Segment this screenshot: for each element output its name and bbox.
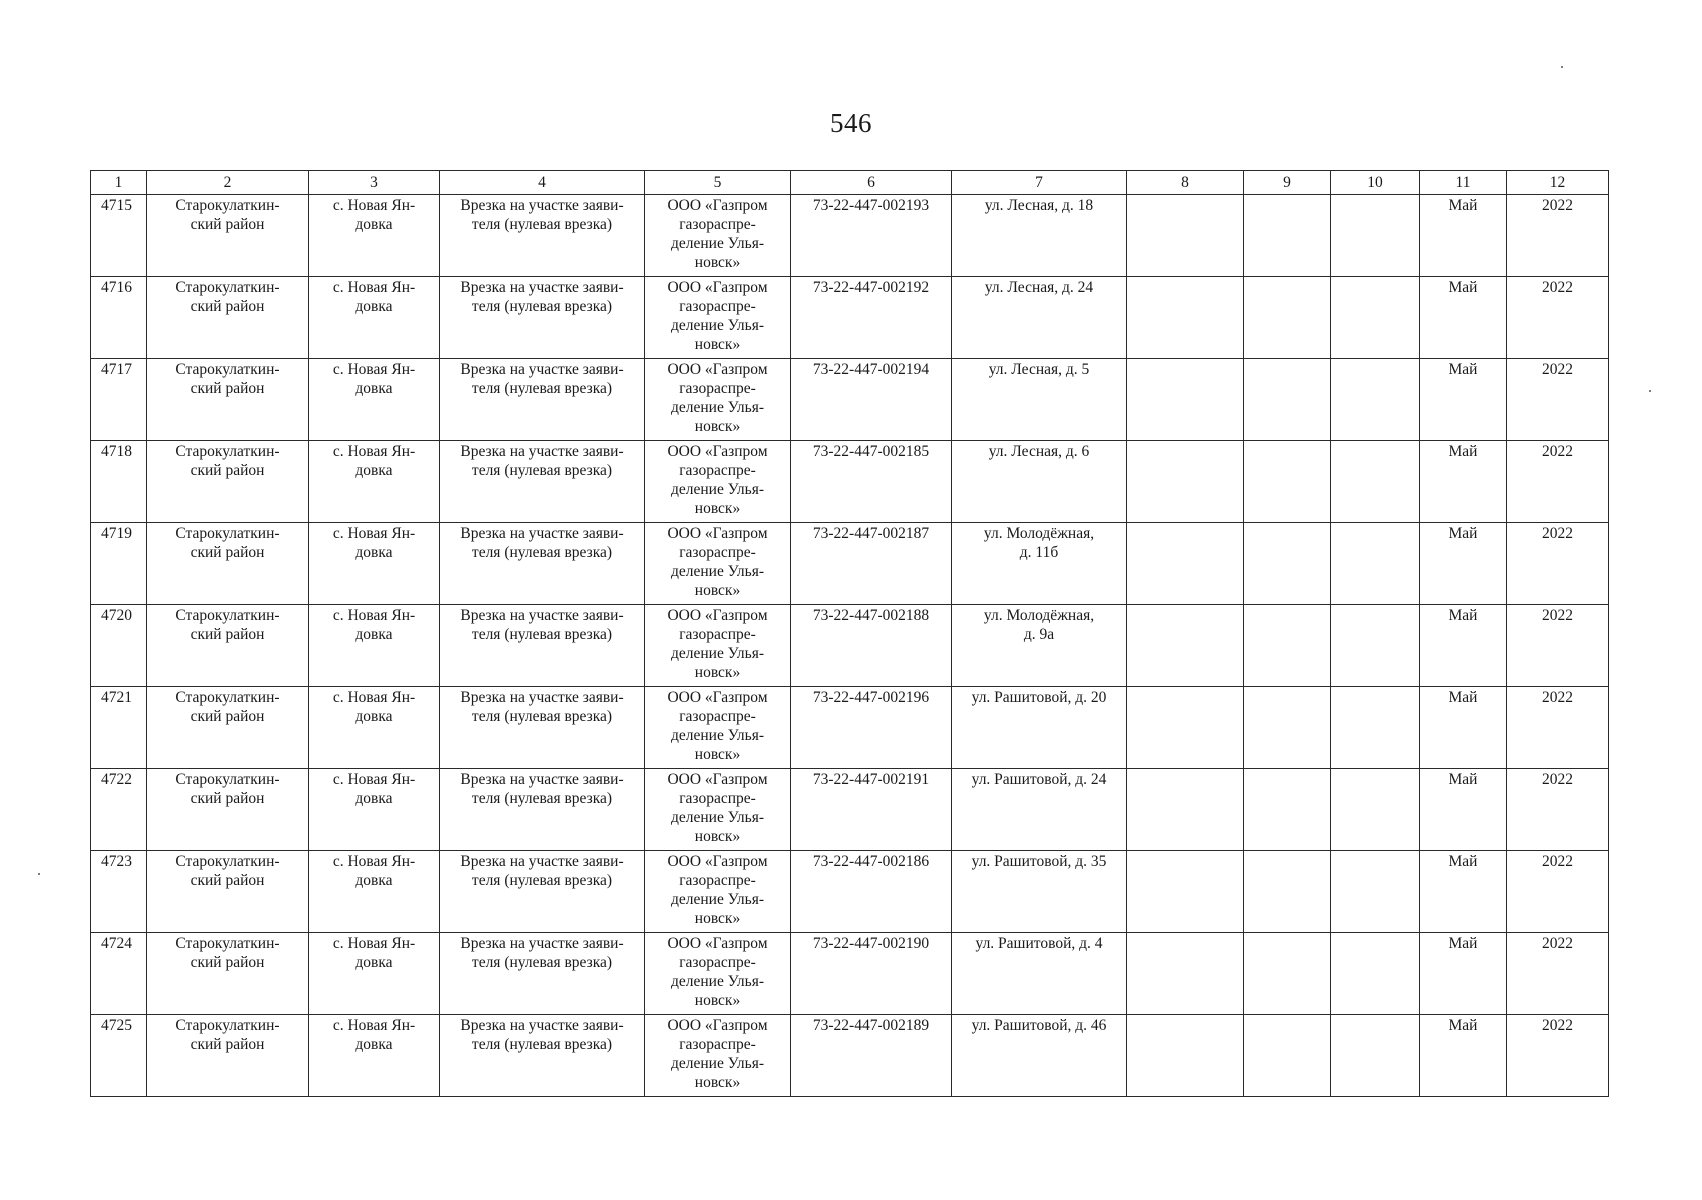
year-cell: 2022 xyxy=(1507,441,1609,523)
column-header: 11 xyxy=(1420,171,1507,195)
column-8-cell xyxy=(1127,605,1244,687)
column-10-cell xyxy=(1331,523,1420,605)
object-code-cell: 73-22-447-002189 xyxy=(791,1015,952,1097)
year-cell: 2022 xyxy=(1507,605,1609,687)
settlement-cell: с. Новая Ян- довка xyxy=(309,687,440,769)
column-9-cell xyxy=(1244,605,1331,687)
object-code-cell: 73-22-447-002191 xyxy=(791,769,952,851)
object-code-cell: 73-22-447-002188 xyxy=(791,605,952,687)
district-cell: Старокулаткин- ский район xyxy=(147,1015,309,1097)
work-type-cell: Врезка на участке заяви- теля (нулевая врезка) xyxy=(440,605,645,687)
work-type-cell: Врезка на участке заяви- теля (нулевая врезка) xyxy=(440,933,645,1015)
column-header: 4 xyxy=(440,171,645,195)
object-code-cell: 73-22-447-002192 xyxy=(791,277,952,359)
year-cell: 2022 xyxy=(1507,687,1609,769)
column-header: 8 xyxy=(1127,171,1244,195)
row-number: 4722 xyxy=(91,769,147,851)
organization-cell: ООО «Газпром газораспре- деление Улья- новск» xyxy=(645,195,791,277)
column-number-row xyxy=(91,171,1609,195)
row-number: 4724 xyxy=(91,933,147,1015)
table-row xyxy=(91,523,1609,605)
table-row xyxy=(91,687,1609,769)
column-9-cell xyxy=(1244,195,1331,277)
column-9-cell xyxy=(1244,933,1331,1015)
address-cell: ул. Рашитовой, д. 24 xyxy=(952,769,1127,851)
organization-cell: ООО «Газпром газораспре- деление Улья- новск» xyxy=(645,687,791,769)
settlement-cell: с. Новая Ян- довка xyxy=(309,933,440,1015)
column-9-cell xyxy=(1244,359,1331,441)
column-header: 5 xyxy=(645,171,791,195)
registry-table xyxy=(90,170,1609,1097)
column-10-cell xyxy=(1331,769,1420,851)
year-cell: 2022 xyxy=(1507,769,1609,851)
column-8-cell xyxy=(1127,441,1244,523)
settlement-cell: с. Новая Ян- довка xyxy=(309,605,440,687)
column-8-cell xyxy=(1127,195,1244,277)
year-cell: 2022 xyxy=(1507,277,1609,359)
column-header: 3 xyxy=(309,171,440,195)
settlement-cell: с. Новая Ян- довка xyxy=(309,851,440,933)
object-code-cell: 73-22-447-002185 xyxy=(791,441,952,523)
column-8-cell xyxy=(1127,851,1244,933)
column-10-cell xyxy=(1331,195,1420,277)
month-cell: Май xyxy=(1420,195,1507,277)
work-type-cell: Врезка на участке заяви- теля (нулевая врезка) xyxy=(440,1015,645,1097)
column-8-cell xyxy=(1127,687,1244,769)
table-body xyxy=(91,195,1609,1097)
district-cell: Старокулаткин- ский район xyxy=(147,195,309,277)
work-type-cell: Врезка на участке заяви- теля (нулевая врезка) xyxy=(440,441,645,523)
address-cell: ул. Лесная, д. 24 xyxy=(952,277,1127,359)
settlement-cell: с. Новая Ян- довка xyxy=(309,523,440,605)
month-cell: Май xyxy=(1420,769,1507,851)
table-row xyxy=(91,1015,1609,1097)
work-type-cell: Врезка на участке заяви- теля (нулевая врезка) xyxy=(440,687,645,769)
month-cell: Май xyxy=(1420,277,1507,359)
district-cell: Старокулаткин- ский район xyxy=(147,441,309,523)
row-number: 4719 xyxy=(91,523,147,605)
column-header: 2 xyxy=(147,171,309,195)
column-header: 9 xyxy=(1244,171,1331,195)
month-cell: Май xyxy=(1420,1015,1507,1097)
object-code-cell: 73-22-447-002194 xyxy=(791,359,952,441)
column-header: 1 xyxy=(91,171,147,195)
column-8-cell xyxy=(1127,523,1244,605)
column-header: 7 xyxy=(952,171,1127,195)
address-cell: ул. Рашитовой, д. 35 xyxy=(952,851,1127,933)
column-10-cell xyxy=(1331,933,1420,1015)
organization-cell: ООО «Газпром газораспре- деление Улья- новск» xyxy=(645,1015,791,1097)
month-cell: Май xyxy=(1420,933,1507,1015)
scan-speck xyxy=(1649,390,1651,392)
district-cell: Старокулаткин- ский район xyxy=(147,687,309,769)
month-cell: Май xyxy=(1420,359,1507,441)
organization-cell: ООО «Газпром газораспре- деление Улья- новск» xyxy=(645,277,791,359)
work-type-cell: Врезка на участке заяви- теля (нулевая врезка) xyxy=(440,851,645,933)
column-9-cell xyxy=(1244,277,1331,359)
column-10-cell xyxy=(1331,687,1420,769)
column-9-cell xyxy=(1244,687,1331,769)
organization-cell: ООО «Газпром газораспре- деление Улья- новск» xyxy=(645,441,791,523)
year-cell: 2022 xyxy=(1507,195,1609,277)
row-number: 4717 xyxy=(91,359,147,441)
column-8-cell xyxy=(1127,277,1244,359)
district-cell: Старокулаткин- ский район xyxy=(147,605,309,687)
column-8-cell xyxy=(1127,933,1244,1015)
table-row xyxy=(91,851,1609,933)
year-cell: 2022 xyxy=(1507,523,1609,605)
district-cell: Старокулаткин- ский район xyxy=(147,769,309,851)
page-number: 546 xyxy=(830,108,872,138)
column-10-cell xyxy=(1331,277,1420,359)
month-cell: Май xyxy=(1420,523,1507,605)
organization-cell: ООО «Газпром газораспре- деление Улья- новск» xyxy=(645,769,791,851)
object-code-cell: 73-22-447-002196 xyxy=(791,687,952,769)
address-cell: ул. Молодёжная, д. 9а xyxy=(952,605,1127,687)
district-cell: Старокулаткин- ский район xyxy=(147,851,309,933)
row-number: 4716 xyxy=(91,277,147,359)
scan-speck xyxy=(38,873,40,875)
row-number: 4720 xyxy=(91,605,147,687)
address-cell: ул. Лесная, д. 5 xyxy=(952,359,1127,441)
table-row xyxy=(91,277,1609,359)
settlement-cell: с. Новая Ян- довка xyxy=(309,195,440,277)
column-8-cell xyxy=(1127,1015,1244,1097)
address-cell: ул. Молодёжная, д. 11б xyxy=(952,523,1127,605)
column-10-cell xyxy=(1331,441,1420,523)
settlement-cell: с. Новая Ян- довка xyxy=(309,441,440,523)
district-cell: Старокулаткин- ский район xyxy=(147,277,309,359)
row-number: 4715 xyxy=(91,195,147,277)
work-type-cell: Врезка на участке заяви- теля (нулевая врезка) xyxy=(440,359,645,441)
column-9-cell xyxy=(1244,523,1331,605)
table-row xyxy=(91,605,1609,687)
district-cell: Старокулаткин- ский район xyxy=(147,523,309,605)
column-10-cell xyxy=(1331,359,1420,441)
organization-cell: ООО «Газпром газораспре- деление Улья- новск» xyxy=(645,523,791,605)
object-code-cell: 73-22-447-002193 xyxy=(791,195,952,277)
object-code-cell: 73-22-447-002186 xyxy=(791,851,952,933)
month-cell: Май xyxy=(1420,687,1507,769)
column-header: 6 xyxy=(791,171,952,195)
table-row xyxy=(91,195,1609,277)
table-row xyxy=(91,769,1609,851)
row-number: 4723 xyxy=(91,851,147,933)
work-type-cell: Врезка на участке заяви- теля (нулевая врезка) xyxy=(440,195,645,277)
row-number: 4718 xyxy=(91,441,147,523)
settlement-cell: с. Новая Ян- довка xyxy=(309,1015,440,1097)
table-row xyxy=(91,359,1609,441)
district-cell: Старокулаткин- ский район xyxy=(147,933,309,1015)
year-cell: 2022 xyxy=(1507,359,1609,441)
address-cell: ул. Лесная, д. 18 xyxy=(952,195,1127,277)
column-header: 12 xyxy=(1507,171,1609,195)
column-10-cell xyxy=(1331,605,1420,687)
object-code-cell: 73-22-447-002190 xyxy=(791,933,952,1015)
table-row xyxy=(91,933,1609,1015)
column-9-cell xyxy=(1244,441,1331,523)
work-type-cell: Врезка на участке заяви- теля (нулевая врезка) xyxy=(440,769,645,851)
column-9-cell xyxy=(1244,769,1331,851)
month-cell: Май xyxy=(1420,851,1507,933)
object-code-cell: 73-22-447-002187 xyxy=(791,523,952,605)
column-header: 10 xyxy=(1331,171,1420,195)
column-10-cell xyxy=(1331,851,1420,933)
table-row xyxy=(91,441,1609,523)
work-type-cell: Врезка на участке заяви- теля (нулевая врезка) xyxy=(440,277,645,359)
work-type-cell: Врезка на участке заяви- теля (нулевая врезка) xyxy=(440,523,645,605)
organization-cell: ООО «Газпром газораспре- деление Улья- новск» xyxy=(645,359,791,441)
year-cell: 2022 xyxy=(1507,933,1609,1015)
month-cell: Май xyxy=(1420,441,1507,523)
address-cell: ул. Рашитовой, д. 20 xyxy=(952,687,1127,769)
column-9-cell xyxy=(1244,1015,1331,1097)
address-cell: ул. Лесная, д. 6 xyxy=(952,441,1127,523)
year-cell: 2022 xyxy=(1507,851,1609,933)
address-cell: ул. Рашитовой, д. 4 xyxy=(952,933,1127,1015)
settlement-cell: с. Новая Ян- довка xyxy=(309,769,440,851)
settlement-cell: с. Новая Ян- довка xyxy=(309,359,440,441)
address-cell: ул. Рашитовой, д. 46 xyxy=(952,1015,1127,1097)
row-number: 4721 xyxy=(91,687,147,769)
column-10-cell xyxy=(1331,1015,1420,1097)
scan-speck xyxy=(1561,66,1563,68)
month-cell: Май xyxy=(1420,605,1507,687)
settlement-cell: с. Новая Ян- довка xyxy=(309,277,440,359)
row-number: 4725 xyxy=(91,1015,147,1097)
column-8-cell xyxy=(1127,769,1244,851)
year-cell: 2022 xyxy=(1507,1015,1609,1097)
column-9-cell xyxy=(1244,851,1331,933)
district-cell: Старокулаткин- ский район xyxy=(147,359,309,441)
column-8-cell xyxy=(1127,359,1244,441)
organization-cell: ООО «Газпром газораспре- деление Улья- новск» xyxy=(645,933,791,1015)
organization-cell: ООО «Газпром газораспре- деление Улья- новск» xyxy=(645,605,791,687)
organization-cell: ООО «Газпром газораспре- деление Улья- новск» xyxy=(645,851,791,933)
